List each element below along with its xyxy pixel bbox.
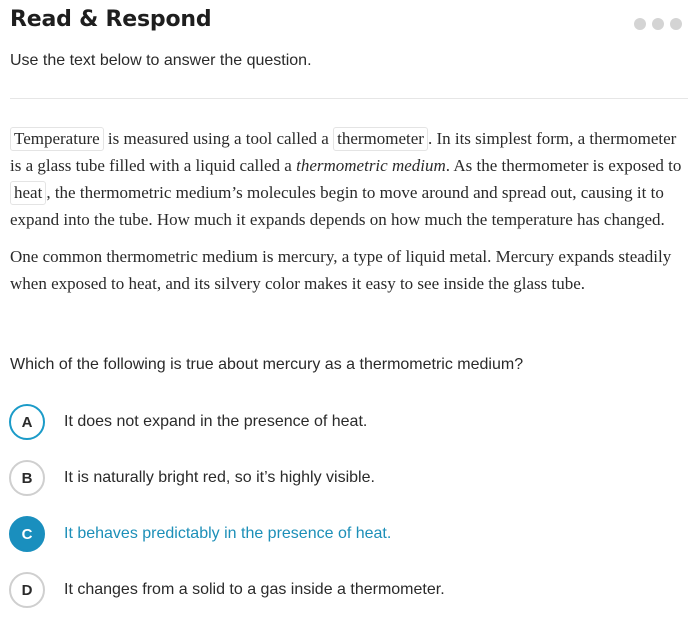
option-text: It is naturally bright red, so it’s highly visible.	[64, 469, 375, 486]
menu-dot	[670, 18, 682, 30]
option-letter-badge: C	[9, 516, 45, 552]
glossary-term-heat[interactable]: heat	[10, 181, 46, 205]
answer-option-a[interactable]	[9, 402, 669, 442]
option-letter-badge: B	[9, 460, 45, 496]
passage-text: . As the thermometer is exposed to	[445, 156, 682, 175]
option-letter-badge: D	[9, 572, 45, 608]
option-text: It behaves predictably in the presence of heat.	[64, 525, 392, 542]
menu-dot	[634, 18, 646, 30]
option-text: It changes from a solid to a gas inside a thermometer.	[64, 581, 445, 598]
option-letter-badge: A	[9, 404, 45, 440]
instructions: Use the text below to answer the question.	[10, 52, 312, 69]
answer-option-d[interactable]	[9, 570, 669, 610]
divider	[10, 98, 688, 99]
passage-text: is measured using a tool called a	[103, 129, 334, 148]
glossary-term-thermometer[interactable]: thermometer	[333, 127, 428, 151]
option-text: It does not expand in the presence of heat.	[64, 413, 368, 430]
more-menu-icon[interactable]	[634, 18, 682, 30]
passage-text: , the thermometric medium’s molecules begin to move around and spread out, causing it to expand into the tube. How much it expands depends on how much the temperature has changed.	[10, 183, 665, 229]
page-title: Read & Respond	[10, 7, 212, 32]
answer-option-c[interactable]	[9, 514, 669, 554]
passage-paragraph-2: One common thermometric medium is mercury, a type of liquid metal. Mercury expands steadily when exposed to heat, and its silvery color makes it easy to see inside the glass tube.	[10, 247, 672, 293]
passage-emphasis: thermometric medium	[296, 156, 446, 175]
menu-dot	[652, 18, 664, 30]
question-text: Which of the following is true about mercury as a thermometric medium?	[10, 356, 524, 373]
passage-text: . In its simplest form, a thermometer is a glass tube filled with a liquid called a	[10, 129, 677, 175]
passage-paragraph-1	[10, 125, 682, 233]
answer-option-b[interactable]	[9, 458, 669, 498]
reading-passage	[10, 125, 682, 307]
glossary-term-temperature[interactable]: Temperature	[10, 127, 104, 151]
